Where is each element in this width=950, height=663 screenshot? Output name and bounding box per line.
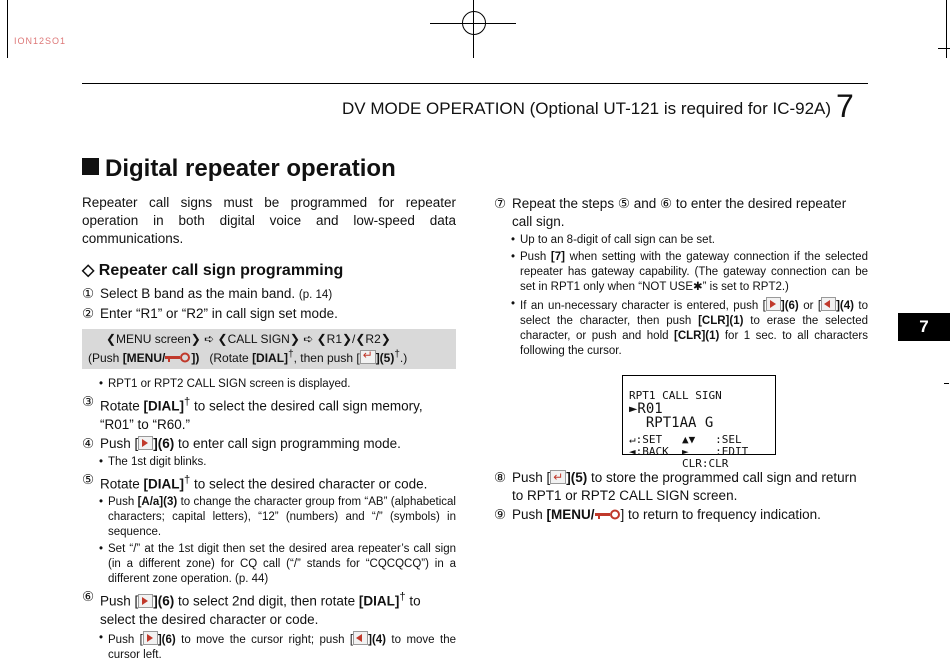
right-arrow-key-icon	[138, 594, 153, 608]
right-arrow-key-icon	[766, 297, 781, 311]
bullet: • Push [ ](6) to move the cursor right; push [ ](4) to move the cursor left.	[82, 631, 456, 663]
lock-key-icon	[595, 509, 621, 520]
menu-path-box	[82, 329, 456, 369]
registration-circle	[462, 11, 486, 35]
lcd-line: ►R01	[629, 401, 663, 417]
crop-mark-left	[7, 0, 8, 58]
bullet: • If an un-necessary character is entered, push [ ](6) or [ ](4) to select the character, then push [CLR](1) to erase the selected character, or push and hold [CLR](1) for 1 sec. to all characters following the cursor.	[494, 297, 868, 359]
enter-key-icon	[550, 470, 566, 484]
edge-tick	[944, 383, 949, 384]
left-arrow-key-icon	[821, 297, 836, 311]
left-column	[82, 194, 456, 663]
lcd-line: ◄:BACK ► :EDIT	[629, 445, 749, 458]
diamond-icon: ◇	[82, 262, 95, 279]
subsection-heading: ◇ Repeater call sign programming	[82, 262, 344, 279]
step-1: ① Select B band as the main band. (p. 14)	[82, 286, 333, 301]
step-8: ⑧ Push [↵ ](5) to store the programmed call sign and return to RPT1 or RPT2 CALL SIGN screen.	[494, 469, 868, 505]
step-7: ⑦ Repeat the steps ⑤ and ⑥ to enter the desired repeater call sign.	[494, 196, 847, 229]
step-6: ⑥ Push [ ](6) to select 2nd digit, then rotate [DIAL]† to select the desired character or code.	[82, 589, 421, 627]
section-title: Digital repeater operation	[82, 155, 396, 183]
step-3: ③ Rotate [DIAL]† to select the desired call sign memory, “R01” to “R60.”	[82, 394, 423, 432]
chapter-number: 7	[836, 88, 854, 124]
step-4: ④ Push [ ](6) to enter call sign programming mode.	[82, 435, 401, 451]
lcd-display	[622, 375, 776, 470]
step-5: ⑤ Rotate [DIAL]† to select the desired character or code.	[82, 471, 428, 491]
bullet: • Up to an 8-digit of call sign can be set.	[494, 233, 868, 248]
intro-paragraph: Repeater call signs must be programmed for repeater operation in both digital voice and low-speed data communications.	[82, 195, 456, 246]
enter-key-icon	[360, 350, 376, 364]
right-column	[494, 194, 868, 359]
crop-mark-right-h	[938, 48, 950, 49]
lcd-line: RPT1 CALL SIGN	[629, 389, 722, 402]
step-2: ② Enter “R1” or “R2” in call sign set mode.	[82, 306, 338, 321]
chapter-title: DV MODE OPERATION (Optional UT-121 is required for IC-92A)	[342, 99, 832, 118]
bullet: • RPT1 or RPT2 CALL SIGN screen is displayed.	[82, 377, 456, 392]
bullet: • Push [7] when setting with the gateway connection if the selected repeater has gateway capability. (The gateway connection can be set in RPT1 only when “NOT USE✱” is set to RPT2.)	[494, 250, 868, 295]
bullet: • The 1st digit blinks.	[82, 455, 456, 470]
step-9: ⑨ Push [MENU/ ] to return to frequency indication.	[494, 507, 821, 522]
corner-print-code: ION12SO1	[14, 36, 67, 46]
crop-mark-right	[946, 0, 947, 58]
left-arrow-key-icon	[353, 631, 368, 645]
header-rule	[82, 83, 868, 84]
right-arrow-key-icon	[143, 631, 158, 645]
bullet: • Push [A/a](3) to change the character group from “AB” (alphabetical characters; capital letters), “12” (numbers) and “/” (symbols) in sequence.	[82, 495, 456, 540]
chapter-side-tab[interactable]: 7	[898, 313, 950, 341]
menu-path: ❮MENU screen❯ ➪ ❮CALL SIGN❯ ➪ ❮R1❯/❮R2❯	[106, 332, 391, 346]
section-square-icon	[82, 158, 99, 175]
menu-path-instructions: (Push [MENU/ ]) (Rotate [DIAL]†, then push [↵ ](5)†.)	[88, 347, 450, 366]
right-column-lower	[494, 468, 868, 524]
bullet: • Set “/” at the 1st digit then set the desired area repeater’s call sign (in a different zone) for CQ call (“/” stands for “CQCQCQ”) in a different zone operation. (p. 44)	[82, 542, 456, 587]
lcd-line: CLR:CLR	[629, 457, 729, 470]
right-arrow-key-icon	[138, 436, 153, 450]
lock-key-icon	[165, 352, 191, 363]
lcd-line: RPT1AA G	[629, 415, 714, 431]
lcd-line: ↵:SET ▲▼ :SEL	[629, 433, 742, 446]
